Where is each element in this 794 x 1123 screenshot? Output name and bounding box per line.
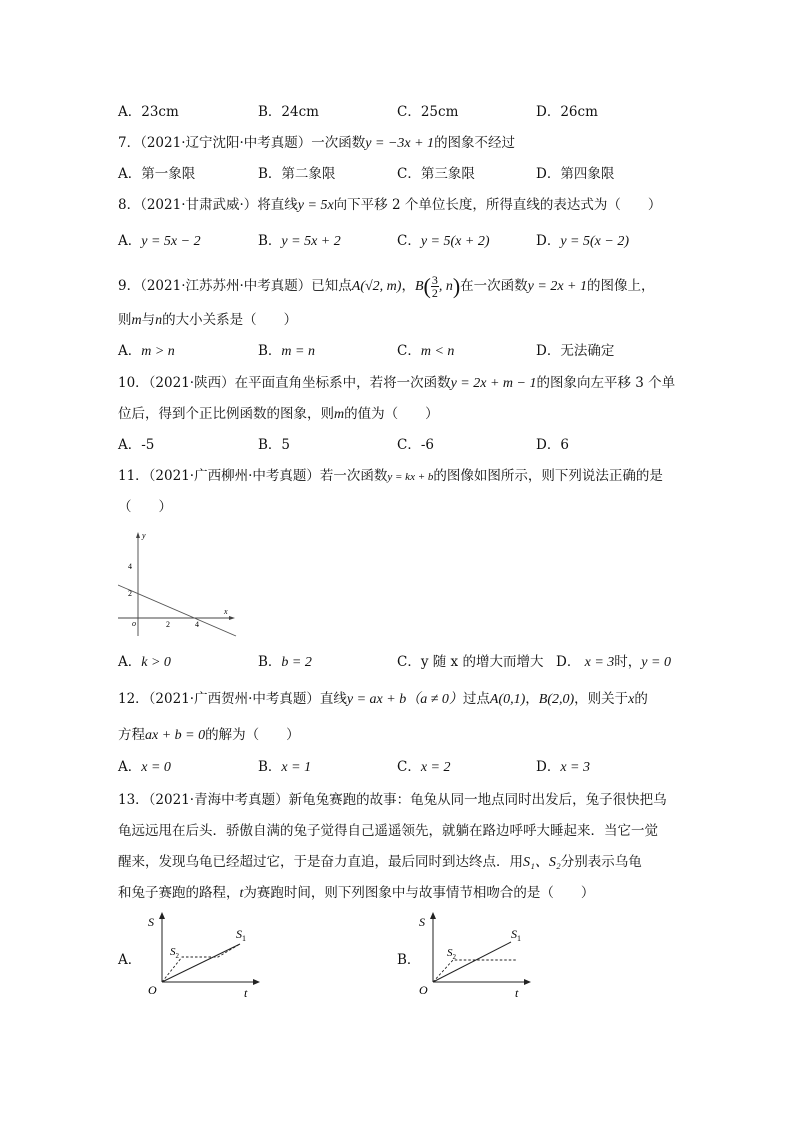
q8-option-d: D．y = 5(x − 2) (536, 233, 629, 249)
q8-option-a: A．y = 5x − 2 (118, 233, 201, 249)
q6-option-a: A．23cm (118, 104, 179, 120)
q10-stem-line2: 位后，得到个正比例函数的图象，则m的值为（ ） (118, 406, 439, 422)
q13-option-a-label: A． (118, 952, 142, 968)
q9-stem-line2: 则m与n的大小关系是（ ） (118, 312, 298, 328)
q12-stem-line2: 方程ax + b = 0的解为（ ） (118, 727, 300, 743)
q10-option-d: D．6 (536, 437, 569, 453)
q11-y-label: y (142, 531, 146, 540)
q12-option-a: A．x = 0 (118, 759, 171, 775)
svg-text:S: S (419, 915, 425, 929)
q9-option-c: C．m < n (397, 343, 455, 359)
q12-option-d: D．x = 3 (536, 759, 590, 775)
q7-formula: y = −3x + 1 (365, 136, 435, 151)
q10-option-b: B．5 (258, 437, 291, 453)
q11-stem-line2: （ ） (118, 499, 172, 515)
q12-option-b: B．x = 1 (258, 759, 312, 775)
q9-fraction: $\frac{3}{2}$ (431, 273, 438, 300)
svg-text:O: O (148, 983, 157, 997)
q11-ytick-2: 2 (128, 589, 132, 598)
q6-option-c: C．25cm (397, 104, 459, 120)
q11-option-c: C．y 随 x 的增大而增大 (397, 654, 544, 670)
q7-stem-pre: 7．（2021·辽宁沈阳·中考真题）一次函数 (118, 135, 366, 151)
svg-text:S: S (148, 915, 154, 929)
svg-text:t: t (515, 986, 519, 1000)
q7-option-d: D．第四象限 (536, 166, 615, 182)
q8-option-a-formula: y = 5x − 2 (141, 234, 201, 249)
q11-formula: y = kx + b (387, 471, 434, 483)
q10-option-c: C．-6 (397, 437, 434, 453)
q11-option-a: A．k > 0 (118, 654, 171, 670)
q11-ytick-4: 4 (128, 562, 132, 571)
q11-stem: 11．（2021·广西柳州·中考真题）若一次函数y = kx + b的图像如图所示，则下列说法正确的是 (118, 468, 663, 484)
q6-option-b: B．24cm (258, 104, 319, 120)
q10-option-a: A．-5 (118, 437, 155, 453)
q8-option-c-formula: y = 5(x + 2) (420, 234, 490, 249)
q7-option-c: C．第三象限 (397, 166, 475, 182)
svg-text:S2: $S_2$ (170, 946, 179, 960)
q7-option-a: A．第一象限 (118, 166, 196, 182)
q7-stem-post: 的图象不经过 (434, 135, 516, 151)
q12-formula: y = ax + b (346, 692, 407, 707)
q7-option-b: B．第二象限 (258, 166, 336, 182)
q9-formula: y = 2x + 1 (527, 279, 587, 294)
q11-xtick-4: 4 (195, 620, 199, 629)
q11-x-label: x (224, 607, 228, 616)
q8-option-c: C．y = 5(x + 2) (397, 233, 490, 249)
q9-stem-pre: 9．（2021·江苏苏州·中考真题）已知点 (118, 278, 352, 294)
q8-option-d-formula: y = 5(x − 2) (560, 234, 629, 249)
q9-option-a: A．m > n (118, 343, 175, 359)
q9-option-b: B．m = n (258, 343, 315, 359)
q6-option-d: D．26cm (536, 104, 598, 120)
q9-option-d: D．无法确定 (536, 343, 615, 359)
q13-b-s1-line (433, 942, 511, 982)
q8-stem-pre: 8．（2021·甘肃武威·）将直线 (118, 197, 298, 213)
q10-stem: 10．（2021·陕西）在平面直角坐标系中，若将一次函数y = 2x + m − 1的图象向左平移 3 个单 (118, 375, 676, 391)
q9-point-b-label: B (414, 279, 424, 294)
q13-line4: 和兔子赛跑的路程，t为赛跑时间，则下列图象中与故事情节相吻合的是（ ） (118, 885, 595, 901)
q11-xtick-2: 2 (166, 620, 170, 629)
svg-text:O: O (419, 983, 428, 997)
svg-text:S1: $S_1$ (511, 927, 521, 943)
q8-formula: y = 5x (297, 198, 334, 213)
q8-option-b: B．y = 5x + 2 (258, 233, 341, 249)
q11-option-d: D． x = 3时，y = 0 (556, 654, 671, 670)
q13-line1: 13．（2021·青海中考真题）新龟兔赛跑的故事：龟兔从同一地点同时出发后，兔子很快把乌 (118, 792, 667, 808)
q8-stem (118, 195, 661, 216)
svg-text:t: t (244, 986, 248, 1000)
q12-option-c: C．x = 2 (397, 759, 451, 775)
q9-stem-post: 的图像上， (587, 278, 655, 294)
q11-option-b: B．b = 2 (258, 654, 312, 670)
q11-graph (118, 528, 240, 640)
svg-text:S1: $S_1$ (236, 927, 246, 943)
q11-origin-label: o (132, 619, 136, 628)
q11-function-line (118, 585, 236, 636)
q9-stem-mid: 在一次函数 (460, 278, 528, 294)
q13-b-s2-line (433, 960, 517, 982)
q8-stem-post: 向下平移 2 个单位长度，所得直线的表达式为（ ） (333, 197, 662, 213)
q13-line3: 醒来，发现乌龟已经超过它，于是奋力直追，最后同时到达终点．用S₁、S₂分别表示乌龟 (118, 854, 642, 870)
q13-line2: 龟远远甩在后头．骄傲自满的兔子觉得自己遥遥领先，就躺在路边呼呼大睡起来．当它一觉 (118, 823, 658, 839)
q12-stem: 12．（2021·广西贺州·中考真题）直线y = ax + b（a ≠ 0）过点A(0,1)，B(2,0)，则关于x的 (118, 691, 648, 707)
q9-point-b-tail: , n (438, 279, 453, 294)
q13-option-b-label: B． (397, 952, 421, 968)
svg-text:S2: $S_2$ (447, 947, 456, 961)
q13-graph-b (411, 910, 541, 1002)
q10-formula: y = 2x + m − 1 (450, 376, 537, 391)
q7-stem (118, 133, 515, 154)
q9-stem: 9．（2021·江苏苏州·中考真题）已知点A(√2, m)，B( $\frac{3}{2}$ , n)在一次函数y = 2x + 1的图像上， (118, 273, 655, 300)
q9-point-a: A(√2, m) (351, 279, 402, 294)
q8-option-b-formula: y = 5x + 2 (281, 234, 341, 249)
q13-graph-a (140, 910, 270, 1002)
